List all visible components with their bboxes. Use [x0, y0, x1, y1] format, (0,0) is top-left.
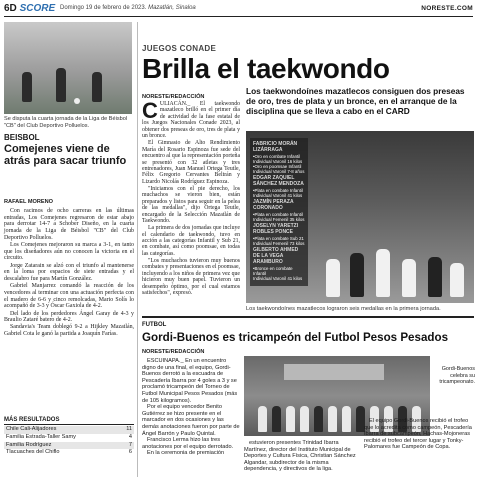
player-figure	[314, 406, 323, 432]
baseball-headline: Comejenes viene de atrás para sacar triunfo	[4, 143, 127, 167]
paragraph: Los Comejenes mejoraron su marca a 3-1, en tanto que los diseñadores aún no conocen la victoria en el circuito.	[4, 242, 134, 262]
medalist-line: •Plata en combate Infantil	[253, 212, 303, 217]
player-figure	[22, 72, 32, 102]
athlete-figure	[450, 263, 464, 297]
football-body-col1	[142, 358, 240, 457]
baseball-byline: RAFAEL MORENO	[4, 199, 53, 205]
result-score: 4	[128, 433, 132, 440]
result-team: Tlacuaches del Chiflo	[6, 449, 60, 456]
result-team: Familia Estrada-Taller Samy	[6, 433, 76, 440]
paragraph: Francisco Lerma hizo las tres anotaciones por el equipo derrotado.	[142, 437, 234, 450]
medalist-line: Individual Varonil 41 kilos	[253, 193, 303, 199]
athlete-figure	[402, 259, 416, 297]
paragraph	[142, 98, 240, 140]
football-body-col3	[364, 418, 474, 451]
paragraph: En la ceremonia de premiación	[147, 450, 225, 457]
result-row	[4, 426, 134, 434]
football-kicker: FUTBOL	[142, 322, 167, 328]
medalist-line: •Oro en poomsae Infantil	[253, 164, 302, 169]
result-row	[4, 442, 134, 450]
city-text: Mazatlán, Sinaloa	[148, 5, 196, 11]
paragraph: ESCUINAPA._ En un encuentro digno de una final, el equipo, Gordi-Buenos derrotó a la escuadra de Pescadería Ibarra por 4 goles a 3 y se proclamó tricampeón del Torneo de Futbol Municipal Pesos Pesados (más de 105 kilogramos).	[142, 358, 238, 404]
player-figure	[342, 406, 351, 432]
result-score: 7	[128, 441, 132, 448]
result-score: 11	[126, 426, 132, 432]
player-figure	[56, 68, 66, 102]
medalist-line: Individual Varonil 41 kilos	[253, 276, 303, 282]
date-text: Domingo 19 de febrero de 2023.	[60, 5, 147, 11]
paragraph: Por el equipo vencedor Benito Gutiérrez se hizo presente en el marcador en dos ocasiones y las demás anotaciones fueron por parte de Ángel Barrón y Paulo Quintal.	[142, 404, 240, 437]
medalist-name: EDGAR ZAQUIEL SÁNCHEZ MENDOZA	[253, 175, 304, 188]
result-team: Chile Cali-Alijadores	[6, 426, 57, 432]
paragraph: Sandavia's Team doblegó 9-2 a Hijkley Mazatlán, Gabriel Cota le ganó la partida a Joaquín Farías.	[4, 324, 134, 338]
section-divider	[142, 316, 474, 318]
ball	[74, 98, 80, 104]
paragraph: Gabriel Manjarrez comandó la reacción de los vencedores al terminar con una actuación perfecta con el madero de 6-6 y cinco remolcadas, Mario Solís lo acompañó de 3-3 y Óscar Gaxiola de 4-2.	[4, 283, 134, 310]
results-box	[4, 417, 134, 457]
page-number-value: 6D	[4, 3, 17, 14]
site-name: NORESTE.COM	[421, 5, 473, 12]
column-divider	[137, 22, 138, 477]
drop-cap: C	[142, 98, 158, 123]
medalists-box	[250, 138, 308, 286]
medalist-entry	[253, 224, 305, 246]
player-figure	[92, 72, 102, 102]
paragraph: Del lado de los perdedores Ángel Garay de 4-3 y Braulio Zataré batero de 4-2.	[4, 310, 134, 324]
athlete-figure	[376, 249, 390, 297]
page-number	[4, 3, 55, 14]
player-figure	[328, 406, 337, 432]
page-header	[4, 3, 473, 17]
medalist-line: •Bronce en combate Infantil	[253, 265, 293, 276]
player-figure	[258, 406, 267, 432]
football-byline: NORESTE/REDACCIÓN	[142, 349, 205, 355]
paragraph: estuvieron presentes Trinidad Ibarra Martínez, director del Instituto Municipal de Deportes y Cultura Física, Christian Sánchez Algandar, subdirector de la misma dependencia, y directivos de la liga.	[244, 440, 356, 473]
player-figure	[300, 406, 309, 432]
section-name: SCORE	[19, 3, 56, 14]
paragraph: "Los muchachos tuvieron muy buenos combates y presentaciones en el poomsae, incluyendo a los niños de primera vez que hicieron muy buen papel. Tuvieron un desempeño óptimo, por el cual estamos satisfechos", expresó.	[142, 257, 240, 297]
baseball-body	[4, 208, 134, 338]
medalist-entry	[253, 200, 305, 222]
athlete-figure	[326, 259, 340, 297]
medalist-entry	[253, 142, 305, 174]
paragraph: La primera de dos jornadas que incluye el calendario de taekwondo, tuvo en acción a las categorías Infantil y Sub 21, en combate, así como poomsae, en todas las categorías.	[142, 225, 240, 257]
player-figure	[286, 406, 295, 432]
football-body-col2	[244, 440, 360, 473]
football-headline: Gordi-Buenos es tricampeón del Futbol Pesos Pesados	[142, 331, 449, 344]
medalist-name: FABRICIO MORÁN LIZÁRRAGA	[253, 141, 298, 153]
paragraph: "Iniciamos con el pie derecho, los muchachos se vieron bien, están preparados y listos para seguir en la pelea de las medallas", dijo Ortega Teutle, encargado de la Selección Mazatlán de Taekwondo.	[142, 185, 240, 225]
result-row	[4, 434, 134, 442]
main-deck: Los taekwondoínes mazatlecos consiguen dos preseas de oro, tres de plata y un bronce, en el arranque de la disciplina que se lleva a cabo en el CARD	[246, 86, 465, 117]
medalist-name: JAZMÍN PERAZA CORONADO	[253, 199, 294, 212]
baseball-kicker: BEISBOL	[4, 133, 40, 142]
athlete-figure	[350, 253, 364, 297]
result-row	[4, 449, 134, 457]
medalist-entry	[253, 248, 305, 281]
main-headline: Brilla el taekwondo	[142, 53, 390, 84]
medalist-line: •Plata en combate Sub 21	[253, 236, 304, 241]
medalist-line: Individual Varonil 16 kilos	[253, 158, 303, 164]
result-team: Familia Rodríguez	[6, 441, 52, 448]
medalist-line: •Oro en combate Infantil	[253, 153, 301, 159]
baseball-photo	[4, 22, 132, 114]
medalist-name: GILBERTO AHMED DE LA VEGA ARAMBURO	[253, 247, 299, 265]
lead-text: ULIACÁN._ El taekwondo mazatleco brilló en el primer día de actividad de la fase estatal de los Juegos Nacionales Conade 2023, al obtener dos preseas de oro, tres de plata y un bronce.	[142, 101, 240, 140]
medalist-line: Individual Femenil 73 kilos	[253, 241, 305, 247]
medalist-name: JOSELYN YARETZI ROBLES PONCE	[253, 223, 299, 236]
taekwondo-photo-caption: Los taekwondoínes mazatlecos lograron seis medallas en la primera jornada.	[246, 306, 441, 312]
main-byline: NORESTE/REDACCIÓN	[142, 94, 205, 100]
team-banner	[284, 364, 384, 380]
football-photo-caption: Gordi-Buenos celebra su tricampeonato.	[439, 366, 475, 385]
main-body	[142, 98, 241, 297]
medalist-entry	[253, 176, 305, 198]
results-list	[4, 426, 134, 457]
paragraph: Jorge Zatarain se alzó con el triunfo al mantenerse en la loma por espacios de siete entradas y el descalabro fue para Martín González.	[4, 262, 134, 283]
main-kicker: JUEGOS CONADE	[142, 44, 217, 53]
issue-date	[60, 5, 196, 11]
medalist-line: Individual Varonil 7-8 años	[253, 169, 305, 175]
baseball-photo-caption: Se disputa la cuarta jornada de la Liga de Béisbol "CB" del Club Deportivo Polluelos.	[4, 116, 128, 129]
paragraph: El equipo Gordi-Buenos recibió el trofeo que lo acredita como campeón, Pescadería Ibarra de subcampeón, Hachas-Mojoneras recibió el trofeo del tercer lugar y Tonky-Palomares fue Campeón de Copa.	[364, 418, 472, 451]
medalist-line: Individual Femenil 35 kilos	[253, 217, 305, 223]
medalist-line: •Plata en combate Infantil	[253, 188, 303, 193]
athlete-figure	[428, 257, 442, 297]
results-title: MÁS RESULTADOS	[4, 417, 134, 425]
paragraph: Con racimos de ocho carreras en las últimas entradas, Los Comejenes regresaron de estar abajo para derrotar 14-7 a Schober Diseño, en la cuarta jornada de la Liga de Béisbol "CB" del Club Deportivo Polluelos.	[4, 208, 134, 241]
paragraph: El Gimnasio de Alto Rendimiento María del Rosario Espinoza fue sede del encuentro al que la representación porteña se presentó con 32 atletas y tres entrenadores, Juan Manuel Ortega Teutle, Félix Gregorio Cervantes Beltrán y Lizardo Nicolás Rodríguez Espinoza.	[142, 140, 241, 185]
result-score: 6	[128, 449, 132, 456]
player-figure	[272, 406, 281, 432]
